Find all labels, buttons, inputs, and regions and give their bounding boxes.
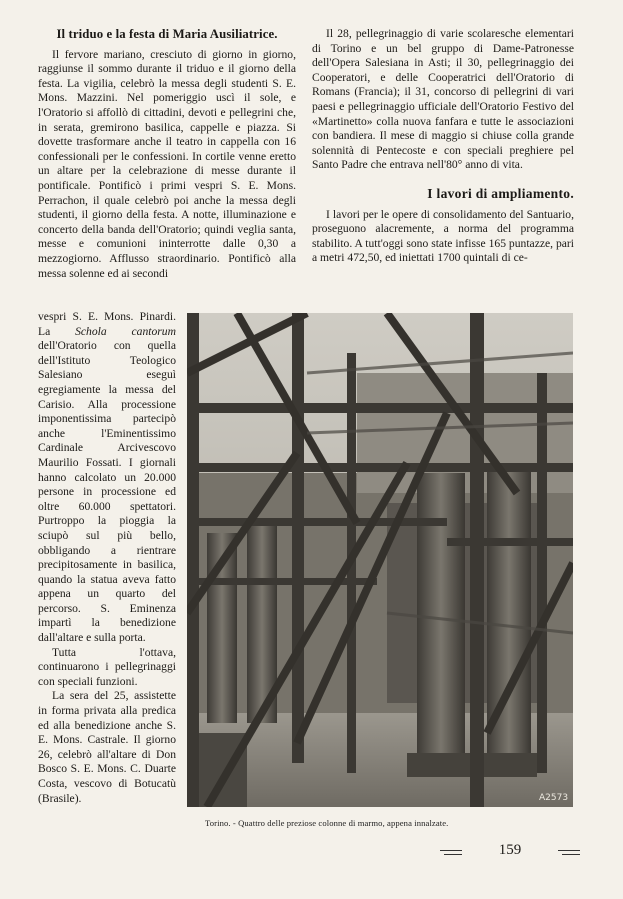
page-number: 159 <box>498 842 522 858</box>
left-column-top <box>38 27 296 281</box>
paragraph-triduo: Il fervore mariano, cresciuto di giorno in giorno, raggiunse il sommo durante il triduo e il giorno della festa. La vigilia, celebrò la messa degli studenti S. E. Mons. Mazzini. Nel pomeriggio uscì il sole, e l'Oratorio si affollò di cittadini, devoti e pellegrini che, in serata, gremirono basilica, cappelle e piazza. Si dovette trasformare anche il teatro in cappella con 16 confessionali per le confessioni. In cortile venne eretto un altare per la celebrazione di messe durante il pontificale. Pontificò i primi vespri S. E. Mons. Perrachon, il quale celebrò poi anche la messa degli studenti, il giorno della festa. A notte, illuminazione e concerto della banda dell'Oratorio; quindi veglia santa, messe e comunioni ininterrotte dalle 0,30 a mezzogiorno. Afflusso straordinario. Pontificò alla messa solenne ed ai secondi <box>38 47 296 280</box>
right-column <box>312 27 574 266</box>
paragraph-sera-25: La sera del 25, assistette in forma privata alla predica ed alla benedizione anche S. E. Mons. Castrale. Il giorno 26, celebrò all'altare di Don Bosco S. E. Mons. C. Duarte Costa, vescovo di Botucatù (Brasile). <box>38 689 176 805</box>
scaffolding-photo <box>187 313 573 807</box>
footer-ornament-left <box>440 850 462 851</box>
page-footer <box>440 842 580 859</box>
schola-cantorum: Schola cantorum <box>75 324 176 338</box>
section-heading-lavori: I lavori di ampliamento. <box>427 185 574 201</box>
caption-place: Torino. <box>205 818 231 828</box>
caption-text: Quattro delle preziose colonne di marmo, appena innalzate. <box>238 818 449 828</box>
photo-caption: Torino. - Quattro delle preziose colonne di marmo, appena innalzate. <box>205 818 449 828</box>
paragraph-procession: vespri S. E. Mons. Pinardi. La Schola cantorum dell'Oratorio con quella dell'Istituto Teologico Salesiano eseguì egregiamente la messa del Carisio. Alla processione imponentissima partecipò anche l'Eminentissimo Cardinale Arcivescovo Maurilio Fossati. I giornali hanno calcolato un 20.000 persone in processione ed oltre 60.000 spettatori. Purtroppo la pioggia la sciupò sul più bello, obbligando a rientrare precipitosamente in basilica, quando la statua aveva fatto appena un quarto del percorso. S. Eminenza impartì la benedizione dall'altare e sulla porta. <box>38 310 176 645</box>
scaffolding-illustration <box>187 313 573 807</box>
left-column-narrow <box>38 310 176 806</box>
photo-mark: A2573 <box>539 793 569 803</box>
section-heading-triduo: Il triduo e la festa di Maria Ausiliatrice. <box>56 27 278 41</box>
paragraph-pilgrimages: Il 28, pellegrinaggio di varie scolaresche elementari di Torino e un bel gruppo di Dame-Patronesse dell'Opera Salesiana in Asti; il 30, pellegrinaggio dei Cooperatori, e delle Cooperatrici dell'Oratorio di Romans (Francia); il 31, concorso di pellegrini di vari paesi e pellegrinaggio ufficiale dell'Oratorio Festivo del «Martinetto» colla nuova fanfara e tutte le associazioni con bandiera. Il mese di maggio si chiuse colla grande solennità di Pentecoste e con speciali preghiere pel Santo Padre che entrava nell'80° anno di vita. <box>312 27 574 172</box>
paragraph-ottava: Tutta l'ottava, continuarono i pellegrinaggi con speciali funzioni. <box>38 645 176 688</box>
footer-ornament-right <box>558 850 580 851</box>
paragraph-lavori: I lavori per le opere di consolidamento del Santuario, proseguono alacremente, a norma del programma stabilito. A tutt'oggi sono state infisse 165 puntazze, pari a metri 472,50, ed iniettati 1700 quintali di ce- <box>312 207 574 265</box>
